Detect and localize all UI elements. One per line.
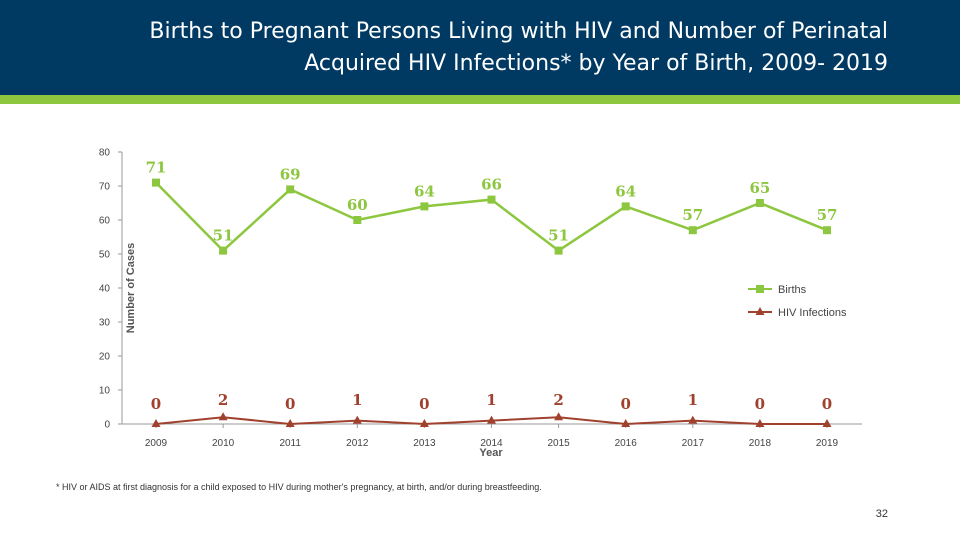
data-point-births (622, 202, 630, 210)
data-point-births (756, 199, 764, 207)
data-label-births: 64 (615, 182, 637, 201)
data-label-births: 51 (212, 226, 234, 245)
y-tick-label: 40 (98, 283, 110, 295)
data-point-births (555, 247, 563, 255)
x-tick-label: 2017 (681, 438, 704, 449)
chart-series (152, 179, 832, 427)
data-label-births: 60 (346, 196, 368, 214)
data-label-infections: 0 (419, 395, 430, 413)
x-tick-label: 2016 (614, 438, 637, 449)
y-tick-label: 10 (98, 385, 110, 397)
data-label-infections: 0 (620, 395, 631, 413)
data-point-infections (219, 412, 228, 420)
y-axis-label: Number of Cases (125, 242, 137, 334)
data-label-births: 57 (682, 206, 704, 225)
data-point-infections (353, 416, 362, 424)
y-tick-label: 70 (98, 181, 110, 193)
x-tick-label: 2015 (547, 438, 570, 449)
y-tick-label: 30 (98, 317, 110, 329)
legend-label-0: Births (778, 284, 807, 296)
data-label-infections: 2 (553, 391, 564, 409)
data-label-births: 51 (548, 226, 570, 245)
data-label-infections: 0 (150, 395, 162, 413)
data-label-births: 66 (481, 175, 502, 194)
x-tick-label: 2019 (815, 438, 839, 449)
y-tick-label: 80 (98, 147, 110, 159)
x-tick-label: 2018 (748, 438, 772, 449)
data-point-births (823, 226, 831, 234)
x-tick-label: 2012 (346, 438, 369, 449)
x-tick-label: 2014 (480, 438, 503, 449)
data-point-births (286, 185, 294, 193)
y-tick-label: 0 (104, 419, 110, 431)
data-label-infections: 0 (284, 395, 296, 413)
data-point-births (219, 247, 227, 255)
data-point-births (689, 226, 697, 234)
data-label-infections: 1 (486, 391, 497, 409)
page-number: 32 (875, 508, 888, 520)
x-axis-label: Year (479, 447, 503, 459)
data-label-births: 64 (413, 182, 435, 201)
data-label-births: 57 (816, 206, 838, 225)
accent-bar (0, 95, 960, 104)
data-label-infections: 0 (821, 395, 833, 413)
title-banner (0, 0, 960, 95)
x-tick-label: 2010 (211, 438, 235, 449)
y-tick-label: 60 (98, 215, 110, 227)
y-tick-label: 20 (98, 351, 110, 363)
data-label-infections: 1 (687, 391, 699, 409)
x-tick-label: 2013 (413, 438, 436, 449)
data-point-births (488, 196, 496, 204)
footnote: * HIV or AIDS at first diagnosis for a child exposed to HIV during mother's pregnancy, at birth, and/or during breastfeeding. (56, 482, 542, 492)
x-tick-label: 2011 (279, 438, 301, 449)
data-label-infections: 0 (754, 395, 766, 413)
chart-axes (99, 148, 862, 460)
chart-legend (748, 284, 847, 319)
line-chart (0, 104, 960, 484)
legend-label-1: HIV Infections (778, 307, 847, 319)
y-tick-label: 50 (98, 249, 110, 261)
data-label-births: 69 (279, 165, 301, 184)
data-point-births (152, 179, 160, 187)
legend-marker-births (756, 285, 764, 293)
data-label-births: 65 (749, 179, 771, 197)
data-point-infections (688, 416, 697, 424)
data-point-infections (554, 412, 563, 420)
data-point-births (420, 202, 428, 210)
x-tick-label: 2009 (144, 438, 168, 449)
data-point-births (353, 216, 361, 224)
page-title: Births to Pregnant Persons Living with HIV and Number of Perinatal Acquired HIV Infections* by Year of Birth, 2009- 2019 (149, 19, 888, 76)
data-label-infections: 1 (352, 391, 363, 409)
data-label-births: 71 (145, 158, 167, 177)
data-label-infections: 2 (217, 391, 229, 409)
